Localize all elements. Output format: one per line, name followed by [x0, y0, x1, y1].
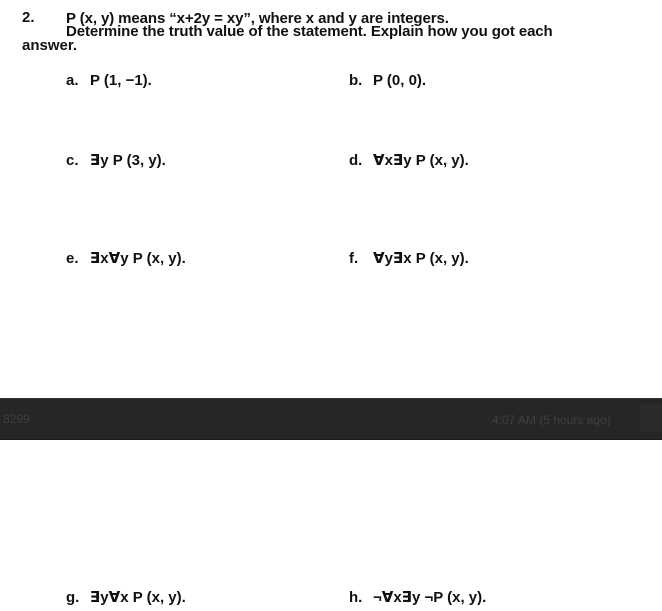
part-a-letter: a. [66, 72, 79, 89]
part-a [66, 72, 152, 89]
part-c-text: ∃y P (3, y). [90, 152, 166, 169]
part-c [66, 151, 166, 169]
part-b [349, 72, 426, 89]
part-h-letter: h. [349, 589, 363, 606]
part-d-letter: d. [349, 152, 363, 169]
question-statement: P (x, y) means “x+2y = xy”, where x and y are integers. [66, 10, 449, 27]
part-g-text: ∃y∀x P (x, y). [90, 589, 186, 606]
overlay-bar-edge-control [640, 404, 662, 432]
question-instruction-continued: answer. [22, 37, 78, 54]
part-e [66, 249, 186, 267]
part-g-letter: g. [66, 589, 80, 606]
part-c-letter: c. [66, 152, 79, 169]
part-g [66, 588, 186, 606]
part-f [349, 249, 469, 267]
question-instruction: Determine the truth value of the statement. Explain how you got each [66, 23, 553, 40]
part-d-text: ∀x∃y P (x, y). [373, 152, 469, 169]
part-e-letter: e. [66, 250, 79, 267]
part-f-text: ∀y∃x P (x, y). [373, 250, 469, 267]
part-a-text: P (1, −1). [90, 72, 152, 89]
part-d [349, 151, 469, 169]
part-b-letter: b. [349, 72, 363, 89]
overlay-bar-timestamp: 4:07 AM (5 hours ago) [492, 413, 611, 427]
part-h-text: ¬∀x∃y ¬P (x, y). [373, 589, 487, 606]
part-h [349, 588, 486, 606]
overlay-bar-left-text: 8299 [3, 412, 30, 426]
part-e-text: ∃x∀y P (x, y). [90, 250, 186, 267]
part-f-letter: f. [349, 250, 359, 267]
question-number: 2. [22, 9, 35, 26]
part-b-text: P (0, 0). [373, 72, 427, 89]
